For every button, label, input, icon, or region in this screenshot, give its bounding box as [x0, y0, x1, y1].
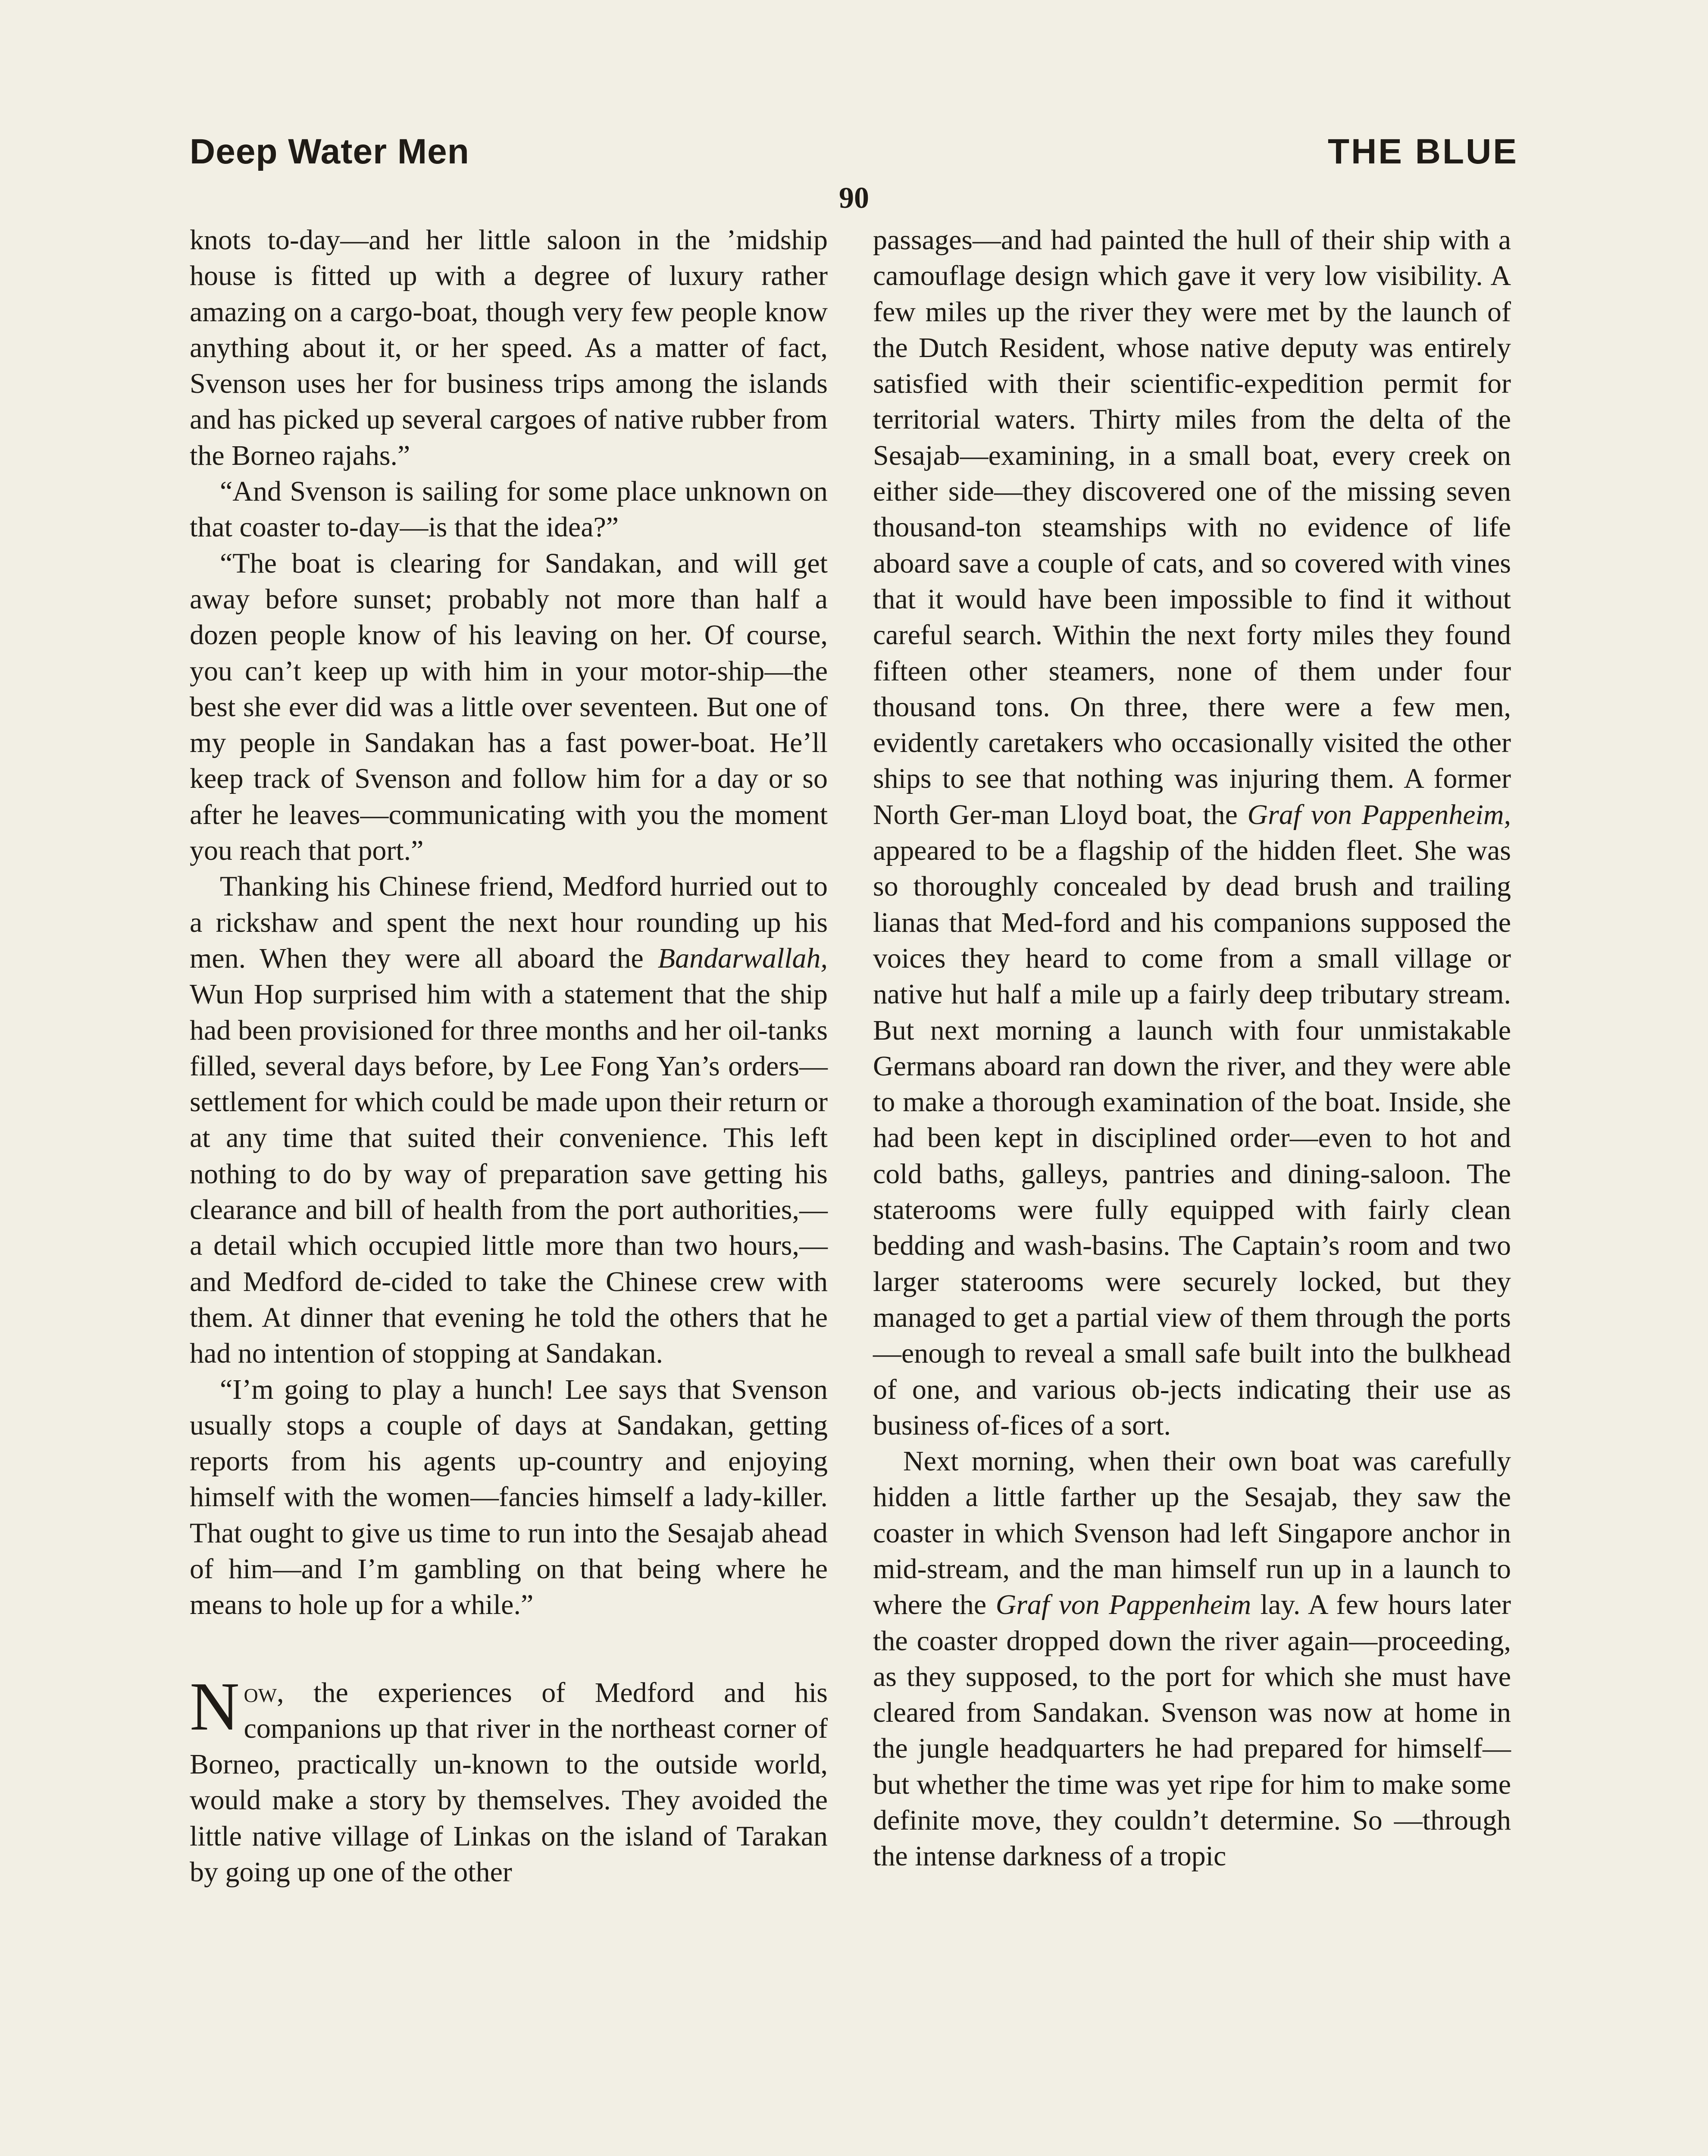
paragraph [873, 1443, 1511, 1874]
text-run: appeared to be a flagship of the hidden fleet. She was so thoroughly concealed by dead brush and trailing lianas that Med-ford and his companions supposed the voices they heard to come from a small village or native hut half a mile up a fairly deep tributary stream. But next morning a launch with four unmistakable Germans aboard ran down the river, and they were able to make a thorough examination of the boat. Inside, she had been kept in disciplined order—even to hot and cold baths, galleys, pantries and dining-saloon. The staterooms were fully equipped with fairly clean bedding and wash-basins. The Captain’s room and two larger staterooms were securely locked, but they managed to get a partial view of them through the ports—enough to reveal a small safe built into the bulkhead of one, and various ob-jects indicating their use as business of-fices of a sort. [873, 835, 1511, 1441]
drop-cap: N [190, 1667, 240, 1745]
text-run: the experiences of Medford and his companions up that river in the northeast corner of Borneo, practically un-known to the outside world, would make a story by themselves. They avoided the little native village of Linkas on the island of Tarakan by going up one of the other [190, 1677, 828, 1888]
running-head-magazine-title: THE BLUE [1328, 132, 1518, 171]
paragraph: knots to-day—and her little saloon in the ’midship house is fitted up with a degree of luxury rather amazing on a cargo-boat, though very few people know anything about it, or her speed. As a matter of fact, Svenson uses her for business trips among the islands and has picked up several cargoes of native rubber from the Borneo rajahs.” [190, 224, 828, 471]
ship-name-italic: Graf von Pappenheim, [1247, 799, 1511, 830]
text-run: Thanking his Chinese friend, Medford hurried out to a rickshaw and spent the next hour rounding up his men. When they were all aboard the [190, 871, 828, 974]
paragraph [190, 868, 828, 1371]
page-number: 90 [839, 182, 869, 215]
running-head-story-title: Deep Water Men [190, 132, 469, 171]
left-text-column [190, 222, 828, 1890]
ship-name-italic: Bandarwallah, [657, 942, 828, 974]
paragraph: “I’m going to play a hunch! Lee says that Svenson usually stops a couple of days at Sandakan, getting reports from his agents up-country and enjoying himself with the women—fancies himself a lady-killer. That ought to give us time to run into the Sesajab ahead of him—and I’m gambling on that being where he means to hole up for a while.” [190, 1373, 828, 1621]
paragraph [873, 222, 1511, 1443]
text-run: Next morning, when their own boat was carefully hidden a little farther up the Sesajab, they saw the coaster in which Svenson had left Singapore anchor in mid-stream, and the man himself run up in a launch to where the [873, 1445, 1511, 1621]
text-run: lay. A few hours later the coaster dropped down the river again—proceeding, as they supposed, to the port for which she must have cleared from Sandakan. Svenson was now at home in the jungle headquarters he had prepared for himself—but whether the time was yet ripe for him to make some definite move, they couldn’t determine. So —through the intense darkness of a tropic [873, 1589, 1511, 1872]
paragraph: “The boat is clearing for Sandakan, and will get away before sunset; probably not more than half a dozen people know of his leaving on her. Of course, you can’t keep up with him in your motor-ship—the best she ever did was a little over seventeen. But one of my people in Sandakan has a fast power-boat. He’ll keep track of Svenson and follow him for a day or so after he leaves—communicating with you the moment you reach that port.” [190, 547, 828, 867]
text-run: Wun Hop surprised him with a statement that the ship had been provisioned for three months and her oil-tanks filled, several days before, by Lee Fong Yan’s orders—settlement for which could be made upon their return or at any time that suited their convenience. This left nothing to do by way of preparation save getting his clearance and bill of health from the port authorities,—a detail which occupied little more than two hours,—and Medford de-cided to take the Chinese crew with them. At dinner that evening he told the others that he had no intention of stopping at Sandakan. [190, 978, 828, 1369]
text-run: passages—and had painted the hull of their ship with a camouflage design which gave it very low visibility. A few miles up the river they were met by the launch of the Dutch Resident, whose native deputy was entirely satisfied with their scientific-expedition permit for territorial waters. Thirty miles from the delta of the Sesajab—examining, in a small boat, every creek on either side—they discovered one of the missing seven thousand-ton steamships with no evidence of life aboard save a couple of cats, and so covered with vines that it would have been impossible to find it without careful search. Within the next forty miles they found fifteen other steamers, none of them under four thousand tons. On three, there were a few men, evidently caretakers who occasionally visited the other ships to see that nothing was injuring them. A former North Ger-man Lloyd boat, the [873, 224, 1511, 830]
small-caps-lead: ow, [244, 1677, 284, 1708]
right-text-column [873, 222, 1511, 1874]
ship-name-italic: Graf von Pappenheim [995, 1589, 1251, 1621]
section-opening-paragraph [190, 1667, 828, 1890]
paragraph: “And Svenson is sailing for some place unknown on that coaster to-day—is that the idea?” [190, 476, 828, 543]
